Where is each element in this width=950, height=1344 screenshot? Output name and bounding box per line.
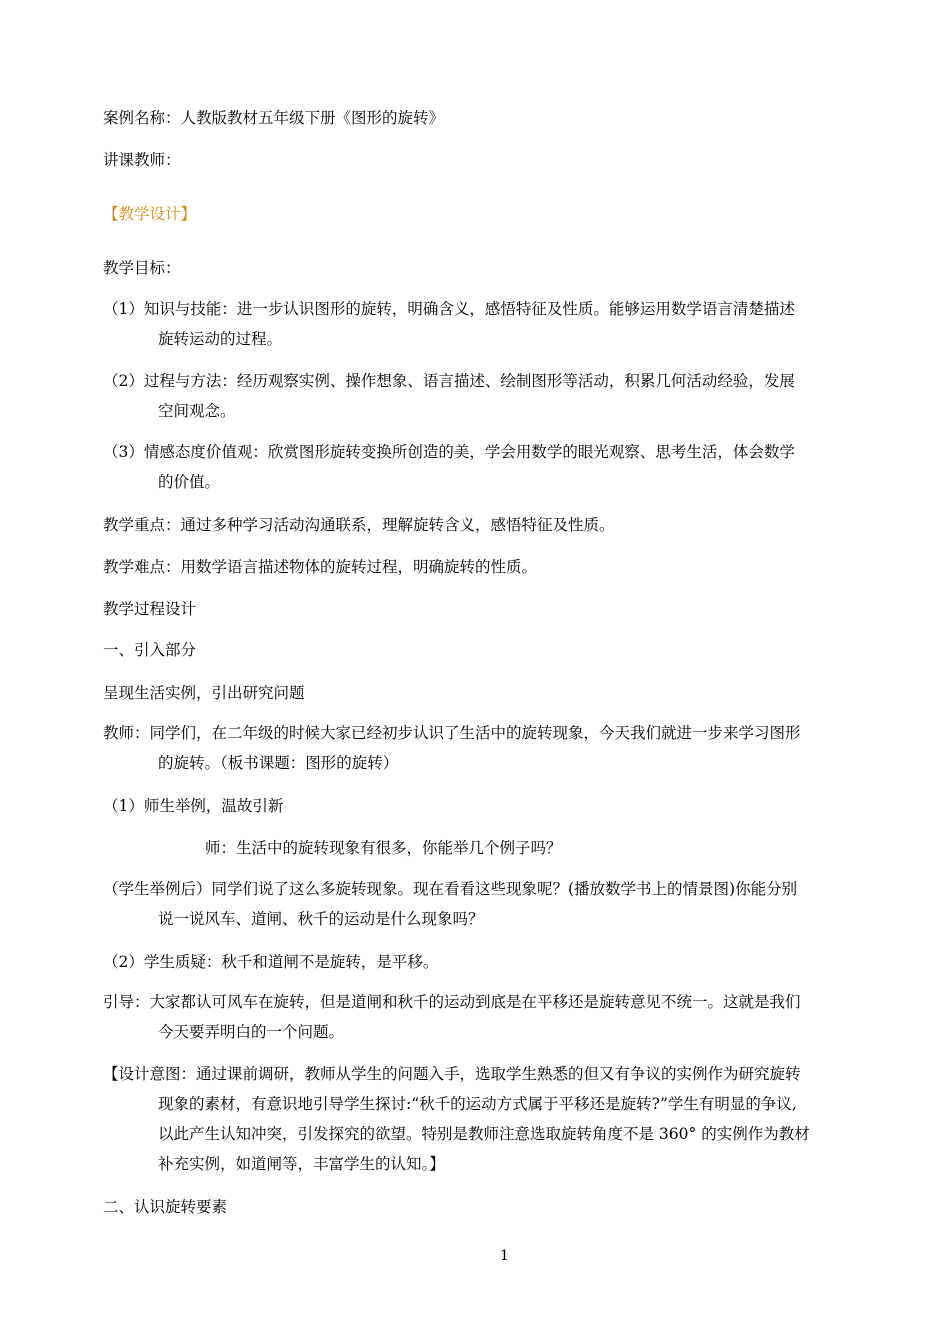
part1-title: 一、引入部分 <box>103 641 197 659</box>
objective-2 <box>103 366 795 426</box>
case-name: 案例名称：人教版教材五年级下册《图形的旋转》 <box>103 109 445 127</box>
objective-3 <box>103 437 795 497</box>
step-1: （1）师生举例，温故引新 <box>103 797 284 815</box>
objective-1-line: （1）知识与技能：进一步认识图形的旋转，明确含义，感悟特征及性质。能够运用数学语言清楚描述 <box>103 300 795 318</box>
page-number: 1 <box>500 1248 509 1264</box>
teacher-question: 师：生活中的旋转现象有很多，你能举几个例子吗？ <box>205 839 562 857</box>
section-heading: 【教学设计】 <box>103 205 197 223</box>
process-title: 教学过程设计 <box>103 600 197 618</box>
objectives-title: 教学目标： <box>103 259 181 277</box>
part2-title: 二、认识旋转要素 <box>103 1198 228 1216</box>
teacher-intro-line: 教师：同学们，在二年级的时候大家已经初步认识了生活中的旋转现象，今天我们就进一步来学习图形 <box>103 724 801 742</box>
teacher-intro <box>103 718 801 778</box>
objective-3-line: （3）情感态度价值观：欣赏图形旋转变换所创造的美，学会用数学的眼光观察、思考生活，体会数学 <box>103 443 795 461</box>
students-examples-line: （学生举例后）同学们说了这么多旋转现象。现在看看这些现象呢？(播放数学书上的情景图)你能分别 <box>103 880 798 898</box>
objective-2-cont: 空间观念。 <box>158 402 236 420</box>
guide-line: 引导：大家都认可风车在旋转，但是道闸和秋千的运动到底是在平移还是旋转意见不统一。这就是我们 <box>103 993 801 1011</box>
objective-1-cont: 旋转运动的过程。 <box>158 330 283 348</box>
design-intent-cont-3: 补充实例，如道闸等，丰富学生的认知。】 <box>158 1155 445 1173</box>
objective-1 <box>103 294 795 354</box>
students-examples-cont: 说一说风车、道闸、秋千的运动是什么现象吗？ <box>158 910 484 928</box>
objective-3-cont: 的价值。 <box>158 473 221 491</box>
students-examples <box>103 874 797 934</box>
design-intent <box>103 1059 810 1179</box>
objective-2-line: （2）过程与方法：经历观察实例、操作想象、语言描述、绘制图形等活动，积累几何活动经验，发展 <box>103 372 795 390</box>
difficulty: 教学难点：用数学语言描述物体的旋转过程，明确旋转的性质。 <box>103 558 538 576</box>
guide <box>103 987 801 1047</box>
design-intent-cont-1: 现象的素材，有意识地引导学生探讨:“秋千的运动方式属于平移还是旋转?”学生有明显的争议, <box>158 1095 797 1113</box>
guide-cont: 今天要弄明白的一个问题。 <box>158 1023 345 1041</box>
teacher-intro-cont: 的旋转。（板书课题：图形的旋转） <box>158 754 399 772</box>
key-point: 教学重点：通过多种学习活动沟通联系，理解旋转含义，感悟特征及性质。 <box>103 516 615 534</box>
part1-subtitle: 呈现生活实例，引出研究问题 <box>103 684 305 702</box>
design-intent-cont-2: 以此产生认知冲突，引发探究的欲望。特别是教师注意选取旋转角度不是 360° 的实例作为教材 <box>158 1125 810 1143</box>
step-2: （2）学生质疑：秋千和道闸不是旋转，是平移。 <box>103 953 439 971</box>
design-intent-line: 【设计意图：通过课前调研，教师从学生的问题入手，选取学生熟悉的但又有争议的实例作为研究旋转 <box>103 1065 801 1083</box>
teacher-label: 讲课教师： <box>103 151 181 169</box>
